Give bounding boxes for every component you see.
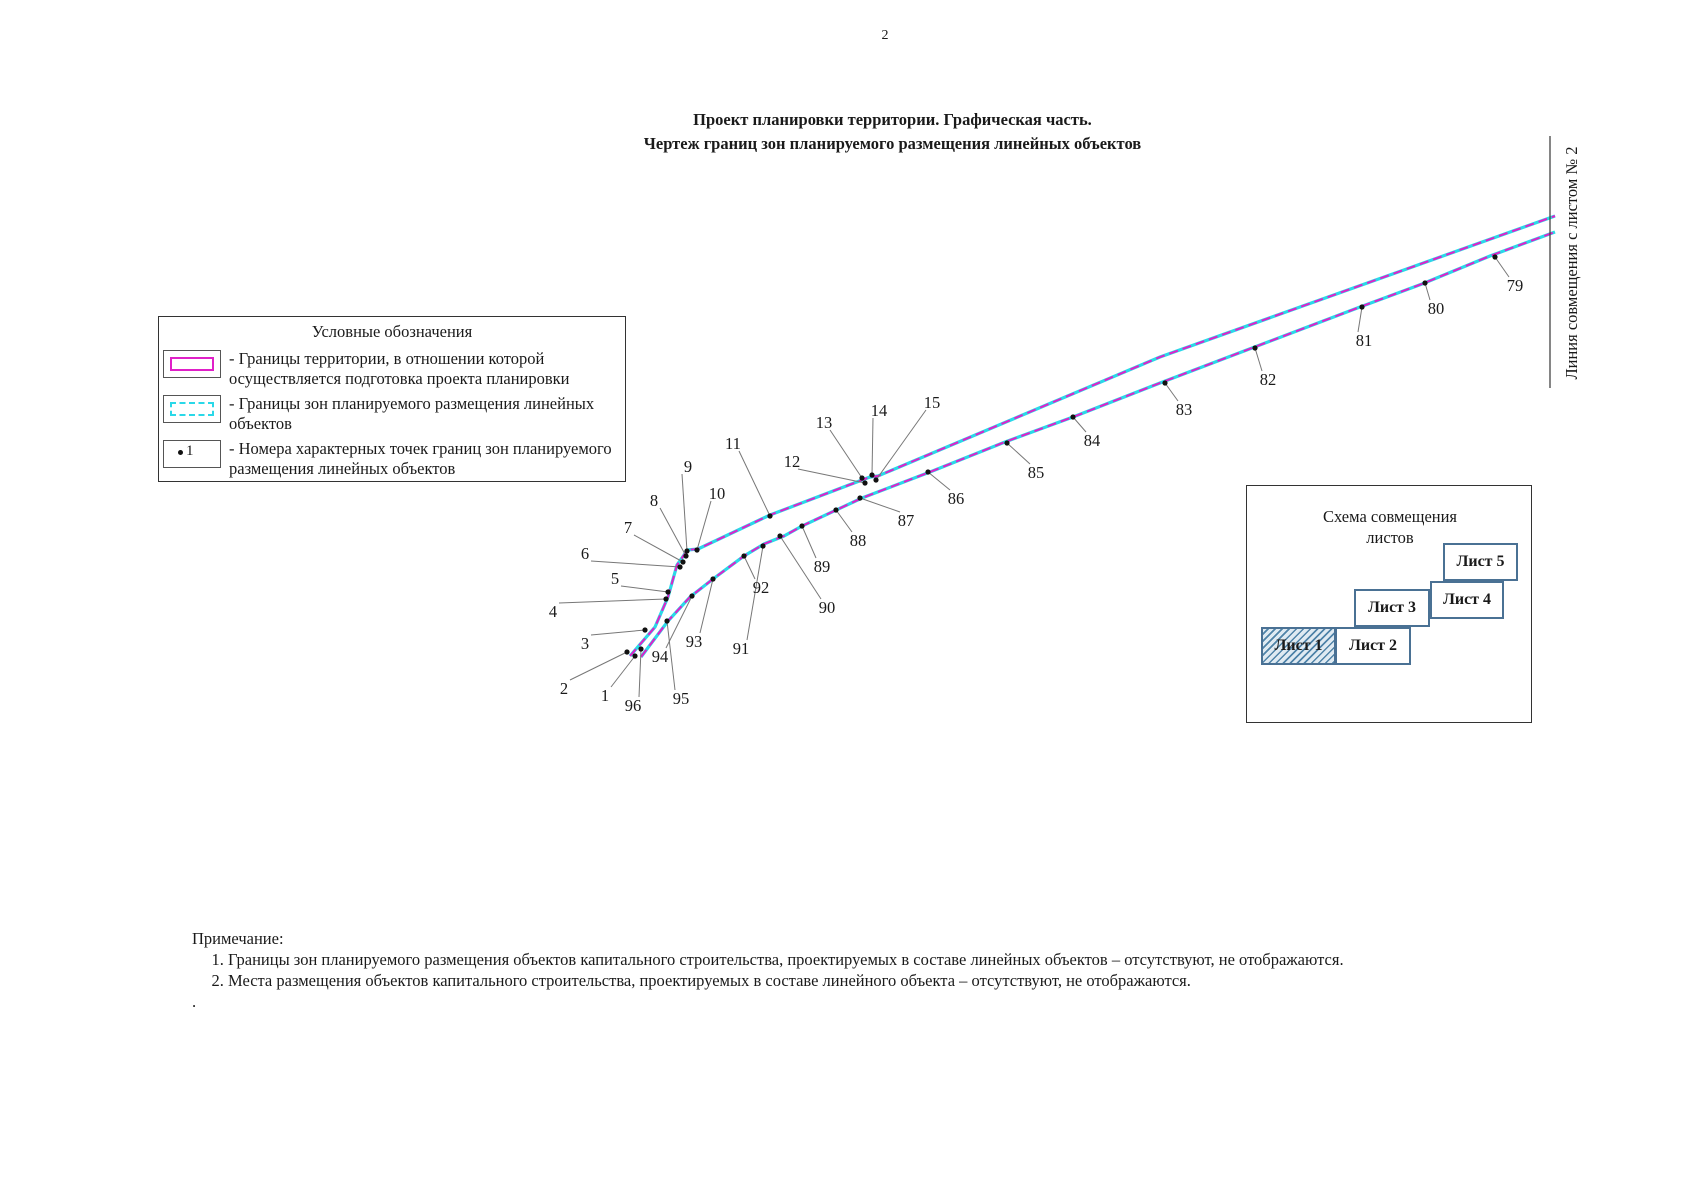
point-label-85: 85 [1027,463,1045,482]
point-3 [642,627,647,632]
sheet-1: Лист 1 [1261,627,1336,665]
legend-box [158,316,626,482]
leader-12 [798,469,865,483]
legend-swatch-point [163,440,221,468]
point-label-90: 90 [818,598,836,617]
point-11 [767,513,772,518]
point-91 [760,543,765,548]
point-4 [663,596,668,601]
point-90 [777,533,782,538]
point-5 [665,589,670,594]
point-95 [664,618,669,623]
point-10 [694,547,699,552]
leader-8 [660,508,686,556]
point-label-94: 94 [651,647,669,666]
point-label-8: 8 [649,491,659,510]
legend-title: Условные обозначения [311,322,473,341]
leader-1 [611,656,635,687]
point-label-3: 3 [580,634,590,653]
match-line-label-text: Линия совмещения с листом № 2 [1562,146,1581,380]
point-label-9: 9 [683,457,693,476]
point-1 [632,653,637,658]
notes [192,928,1592,1012]
point-label-95: 95 [672,689,690,708]
sheet-4: Лист 4 [1430,581,1504,619]
legend-sample-number: 1 [186,443,194,459]
leader-85 [1007,443,1030,464]
leader-83 [1165,383,1178,401]
point-92 [741,553,746,558]
point-85 [1004,440,1009,445]
scheme-title [1247,506,1533,548]
notes-trailing: . [192,992,197,1011]
legend-text-zone: - Границы зон планируемого размещения линейных объектов [229,394,595,433]
point-label-13: 13 [815,413,833,432]
point-87 [857,495,862,500]
point-96 [638,646,643,651]
point-label-87: 87 [897,511,915,530]
point-81 [1359,304,1364,309]
leader-2 [570,652,627,680]
legend-swatch-magenta [163,350,221,378]
point-label-11: 11 [725,434,741,453]
point-84 [1070,414,1075,419]
leader-86 [928,472,950,490]
page-number: 2 [881,28,889,43]
point-93 [710,576,715,581]
point-label-93: 93 [685,632,703,651]
leader-14 [872,418,873,475]
leader-9 [682,474,687,551]
point-label-79: 79 [1506,276,1524,295]
point-79 [1492,254,1497,259]
leader-81 [1358,307,1362,332]
point-6 [677,564,682,569]
point-label-81: 81 [1355,331,1373,350]
point-label-7: 7 [623,518,633,537]
point-88 [833,507,838,512]
point-82 [1252,345,1257,350]
point-label-88: 88 [849,531,867,550]
point-label-92: 92 [752,578,770,597]
sheet-2: Лист 2 [1335,627,1411,665]
sheet-5: Лист 5 [1443,543,1518,581]
point-89 [799,523,804,528]
point-label-91: 91 [732,639,750,658]
leader-5 [621,586,668,592]
point-86 [925,469,930,474]
leader-89 [802,526,816,558]
leader-88 [836,510,852,532]
scheme-title-line1: Схема совмещения [1322,507,1458,526]
point-label-2: 2 [559,679,569,698]
match-line-label [1563,132,1581,394]
point-94 [689,593,694,598]
point-7 [680,559,685,564]
point-80 [1422,280,1427,285]
drawing-title-line2: Чертеж границ зон планируемого размещения линейных объектов [643,134,1142,153]
sheet-3: Лист 3 [1354,589,1430,627]
note-item-1: 1. Границы зон планируемого размещения объектов капитального строительства, проектируемых в составе линейных объектов – отсутствуют, не отображаются. [228,949,1592,970]
note-item-2: 2. Места размещения объектов капитального строительства, проектируемых в составе линейного объекта – отсутствуют, не отображаются. [228,970,1592,991]
leader-7 [634,535,683,562]
point-15 [873,477,878,482]
notes-heading: Примечание: [192,929,284,948]
legend-swatch-cyan [163,395,221,423]
point-label-6: 6 [580,544,590,563]
point-label-96: 96 [624,696,642,715]
scheme-title-line2: листов [1366,528,1414,547]
leader-84 [1073,417,1086,432]
point-14 [869,472,874,477]
point-label-4: 4 [548,602,558,621]
legend-text-points: - Номера характерных точек границ зон планируемого размещения линейных объектов [229,439,612,478]
point-label-15: 15 [923,393,941,412]
point-83 [1162,380,1167,385]
point-label-12: 12 [783,452,801,471]
leader-4 [559,599,666,603]
leader-6 [591,561,680,567]
leader-92 [744,556,755,579]
point-8 [683,553,688,558]
point-label-82: 82 [1259,370,1277,389]
leader-13 [830,430,862,478]
leader-87 [860,498,900,512]
point-label-5: 5 [610,569,620,588]
point-12 [862,480,867,485]
legend-text-territory: - Границы территории, в отношении которой осуществляется подготовка проекта планировки [229,349,570,388]
point-9 [684,548,689,553]
drawing-title-line1: Проект планировки территории. Графическая часть. [693,110,1092,129]
point-label-14: 14 [870,401,888,420]
leader-11 [739,451,770,516]
point-label-89: 89 [813,557,831,576]
point-2 [624,649,629,654]
point-label-1: 1 [600,686,610,705]
leader-80 [1425,283,1430,300]
point-label-80: 80 [1427,299,1445,318]
leader-15 [876,410,926,480]
leader-3 [591,630,645,635]
point-label-83: 83 [1175,400,1193,419]
point-13 [859,475,864,480]
point-label-84: 84 [1083,431,1101,450]
point-label-10: 10 [708,484,726,503]
leader-82 [1255,348,1262,371]
point-label-86: 86 [947,489,965,508]
leader-79 [1495,257,1509,277]
sheet-layout-scheme [1246,485,1532,723]
